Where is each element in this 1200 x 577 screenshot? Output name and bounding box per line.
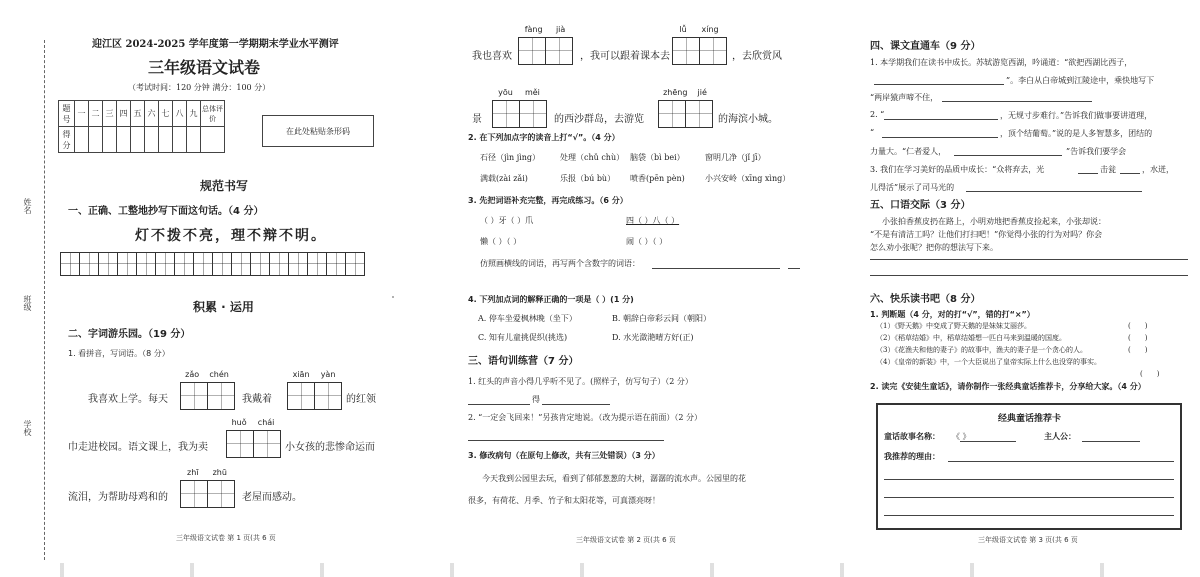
score-cell[interactable] — [89, 127, 103, 153]
q4-1: 1. 本学期我们在读书中成长。苏轼游览西湖，吟诵道：“欲把西湖比西子， — [870, 58, 1133, 67]
q2-3-blank[interactable]: 四（ ）八（ ） — [626, 216, 680, 225]
exam-info: （考试时间：120 分钟 满分：100 分） — [128, 83, 271, 92]
score-header-cell: 五 — [131, 101, 145, 127]
answer-line[interactable] — [870, 275, 1188, 276]
score-cell[interactable] — [187, 127, 201, 153]
q6-1-answer[interactable]: ( ) — [1140, 370, 1160, 378]
score-table — [58, 100, 225, 153]
q5-text: 小张拍香蕉皮扔在路上，小明劝地把香蕉皮捡起来，小张却说： — [882, 217, 1106, 226]
pinyin-box-zhizhu[interactable]: zhī zhū — [180, 468, 234, 508]
q2-1-heading: 1. 看拼音，写词语。（8 分） — [68, 349, 170, 358]
q3-1-blank-char: 得 — [532, 395, 540, 404]
score-header-cell: 六 — [145, 101, 159, 127]
q2-1-text1b: 我戴着 — [242, 394, 272, 405]
q2-1-text4c: ，去欣赏风 — [732, 51, 782, 62]
q4-3d: 儿得活”展示了司马光的 — [870, 183, 955, 192]
score-header-cell: 二 — [89, 101, 103, 127]
answer-line[interactable] — [884, 479, 1174, 480]
answer-line[interactable] — [882, 137, 998, 138]
answer-line[interactable] — [954, 155, 1062, 156]
exam-title: 三年级语文试卷 — [148, 58, 261, 77]
answer-line[interactable] — [468, 440, 664, 441]
pinyin-box-zhengjie[interactable]: zhēng jié — [658, 88, 712, 128]
q2-2-heading: 2. 在下列加点字的读音上打“√”。（4 分） — [468, 133, 620, 142]
q2-1-text4a: 我也喜欢 — [472, 51, 512, 62]
q2-1-text5c: 的海滨小城。 — [718, 114, 778, 125]
q4-2c: “ — [870, 128, 875, 137]
q3-3-passage[interactable]: 很多，有荷花、月季、竹子和太阳花等，可真漂亮呀！ — [468, 496, 660, 505]
answer-line[interactable] — [1120, 173, 1140, 174]
pinyin-box-huochai[interactable]: huǒ chái — [226, 418, 280, 458]
score-cell[interactable] — [173, 127, 187, 153]
scan-noise — [0, 563, 1200, 577]
q2-2-item[interactable]: 喷香(pēn pèn) — [630, 174, 685, 183]
q3-2: 2. “一定会飞回来！”另孩肯定地说。（改为提示语在前面）（2 分） — [468, 413, 702, 422]
binding-line — [44, 40, 45, 560]
q2-1-text5a: 景 — [472, 114, 482, 125]
q3-heading: 三、语句训练营（7 分） — [468, 356, 579, 367]
q4-2f: ”告诉我们要学会 — [1066, 147, 1127, 156]
answer-line[interactable] — [1078, 173, 1098, 174]
exam-page-1 — [0, 0, 400, 577]
q2-3-heading: 3. 先把词语补充完整，再完成练习。（6 分） — [468, 196, 628, 205]
q1-heading: 一、正确、工整地抄写下面这句话。（4 分） — [68, 206, 264, 217]
answer-line[interactable] — [652, 268, 780, 269]
q6-1-answer[interactable]: ( ) — [1128, 334, 1148, 342]
answer-line[interactable] — [870, 259, 1188, 260]
section-title-usage: 积累 · 运用 — [193, 300, 254, 314]
q4-3c: ，水迸， — [1142, 165, 1174, 174]
q6-2-heading: 2. 读完《安徒生童话》，请你制作一张经典童话推荐卡，分享给大家。（4 分） — [870, 382, 1146, 391]
q2-1-text4b: ，我可以跟着课本去 — [580, 51, 670, 62]
q4-2b: ，无规寸步难行。”告诉我们做事要讲道理， — [1000, 111, 1153, 120]
card-name-label: 童话故事名称： — [884, 432, 940, 441]
q3-3-passage[interactable]: 今天我到公园里去玩，看到了郁郁葱葱的大树，潺潺的流水声。公园里的花 — [482, 474, 746, 483]
score-header-cell: 八 — [173, 101, 187, 127]
card-name-field[interactable]: 《 》 — [952, 432, 971, 441]
q1-sentence: 灯不拨不亮，理不辩不明。 — [135, 228, 327, 244]
answer-line[interactable] — [884, 497, 1174, 498]
q2-4-option-b[interactable]: B. 朝辞白帝彩云间（朝阳） — [612, 314, 711, 323]
score-cell[interactable] — [201, 127, 225, 153]
q4-2: 2. “ — [870, 110, 885, 119]
q2-3-blank[interactable]: 闹（ ）（ ） — [626, 237, 668, 246]
q2-2-item[interactable]: 满载(zài zǎi) — [480, 174, 528, 183]
score-cell[interactable] — [117, 127, 131, 153]
q2-1-text1a: 我喜欢上学。每天 — [88, 394, 168, 405]
q6-1-heading: 1. 判断题（4 分，对的打“√”，错的打“×”） — [870, 310, 1035, 319]
answer-line[interactable] — [788, 268, 800, 269]
page-footer: 三年级语文试卷 第 1 页(共 6 页 — [176, 534, 276, 542]
q2-2-item[interactable]: 小兴安岭（xīng xìng） — [705, 174, 791, 183]
pinyin-box-fangjia[interactable]: fàng jià — [518, 25, 572, 65]
answer-line[interactable] — [468, 404, 530, 405]
q2-2-item[interactable]: 石径（jìn jìng） — [480, 153, 541, 162]
q6-1-item: （2）《稻草结婚》中，稻草结婚想一匹白马来到温暖的国度。 — [876, 334, 1066, 342]
side-label-school: 学校 — [23, 420, 32, 436]
answer-line[interactable] — [942, 101, 1092, 102]
q2-2-item[interactable]: 窗明几净（jǐ jī） — [705, 153, 766, 162]
q2-1-text2b: 小女孩的悲惨命运而 — [285, 442, 375, 453]
q4-1c: “两岸猿声啼不住， — [870, 93, 939, 102]
pinyin-box-youmei[interactable]: yōu měi — [492, 88, 546, 128]
card-reason-label: 我推荐的理由： — [884, 452, 940, 461]
q2-2-item[interactable]: 脑袋（bì bei） — [630, 153, 685, 162]
q5-text: 怎么劝小张呢？把你的想法写下来。 — [870, 243, 998, 252]
q4-2d: ，顶个结葡萄。”说的是人多智慧多，团结的 — [1000, 129, 1153, 138]
pinyin-box-zaochen[interactable]: zǎo chén — [180, 370, 234, 410]
q2-1-text1c: 的红领 — [346, 394, 376, 405]
score-cell[interactable] — [75, 127, 89, 153]
q2-1-text2a: 巾走进校园。语文课上，我为卖 — [68, 442, 208, 453]
q2-4-heading: 4. 下列加点词的解释正确的一项是（ ）(1 分) — [468, 295, 634, 304]
q4-heading: 四、课文直通车（9 分） — [870, 41, 981, 52]
q3-1: 1. 红头的声音小得几乎听不见了。(照样子，仿写句子）（2 分） — [468, 377, 693, 386]
q6-1-answer[interactable]: ( ) — [1128, 322, 1148, 330]
score-cell[interactable] — [103, 127, 117, 153]
answer-line[interactable] — [948, 461, 1174, 462]
answer-line[interactable] — [966, 191, 1142, 192]
side-label-name: 姓名 — [23, 198, 32, 214]
q2-3-blank[interactable]: 懒（ ）（ ） — [480, 237, 522, 246]
exam-page-2 — [420, 0, 840, 577]
q2-4-option-a[interactable]: A. 停车坐爱枫林晚（坐下） — [478, 314, 577, 323]
q5-heading: 五、口语交际（3 分） — [870, 200, 971, 211]
q6-1-item: （3）《花渔夫和他的妻子》的故事中，渔夫的妻子是一个贪心的人。 — [876, 346, 1087, 354]
score-row-label: 得分 — [59, 127, 75, 153]
q2-1-text3a: 流泪，为帮助母鸡和的 — [68, 492, 168, 503]
page-footer: 三年级语文试卷 第 2 页(共 6 页 — [576, 536, 676, 544]
page-footer: 三年级语文试卷 第 3 页(共 6 页 — [978, 536, 1078, 544]
q2-heading: 二、字词游乐园。（19 分） — [68, 329, 191, 340]
q2-1-text5b: 的西沙群岛，去游览 — [554, 114, 644, 125]
q4-3b: 击瓮 — [1100, 165, 1116, 174]
q4-2e: 力量大。“仁者爱人， — [870, 147, 947, 156]
score-header-cell: 七 — [159, 101, 173, 127]
score-header-cell: 总体评价 — [201, 101, 225, 127]
q2-2-item[interactable]: 乐报（bú bù） — [560, 174, 616, 183]
answer-line[interactable] — [874, 84, 1004, 85]
card-title: 经典童话推荐卡 — [998, 414, 1062, 424]
q5-text: “不是有清洁工吗？让他们打扫吧！”你觉得小张的行为对吗？你会 — [870, 230, 1103, 239]
q2-4-option-d[interactable]: D. 水光潋滟晴方好(正) — [612, 333, 694, 342]
q2-1-text3b: 老屋而感动。 — [242, 492, 302, 503]
score-header-cell: 题号 — [59, 101, 75, 127]
q6-1-item: （4）《皇帝的新装》中，一个大臣说出了皇帝实际上什么也没穿的事实。 — [876, 358, 1101, 366]
q2-2-item[interactable]: 处理（chǔ chù） — [560, 153, 625, 162]
barcode-area: 在此处粘贴条形码 — [262, 115, 374, 147]
q2-4-option-c[interactable]: C. 知有儿童挑促织(挑选) — [478, 333, 568, 342]
q2-3-blank[interactable]: （ ）牙（ ）爪 — [480, 216, 534, 225]
score-header-cell: 四 — [117, 101, 131, 127]
q2-3-follow: 仿照画横线的词语，再写两个含数字的词语： — [480, 259, 640, 268]
q4-3: 3. 我们在学习美好的品质中成长：“众将弃去，光 — [870, 165, 1045, 174]
score-cell[interactable] — [131, 127, 145, 153]
exam-header: 迎江区 2024-2025 学年度第一学期期末学业水平测评 — [92, 39, 339, 50]
answer-line[interactable] — [542, 404, 610, 405]
pinyin-box-lvxing[interactable]: lǚ xíng — [672, 25, 726, 65]
score-cell[interactable] — [145, 127, 159, 153]
card-hero-field[interactable] — [1082, 441, 1140, 442]
answer-line[interactable] — [960, 441, 1016, 442]
q6-1-answer[interactable]: ( ) — [1128, 346, 1148, 354]
answer-line[interactable] — [884, 515, 1174, 516]
recommendation-card — [876, 403, 1182, 530]
pinyin-box-xianyan[interactable]: xiān yàn — [287, 370, 341, 410]
q6-heading: 六、快乐读书吧（8 分） — [870, 294, 981, 305]
side-label-class: 班级 — [23, 295, 32, 311]
section-title-writing: 规范书写 — [200, 179, 249, 193]
copy-grid[interactable] — [60, 252, 364, 276]
card-hero-label: 主人公： — [1044, 432, 1076, 441]
q3-3: 3. 修改病句（在原句上修改，共有三处错误）（3 分） — [468, 451, 660, 460]
answer-line[interactable] — [884, 119, 998, 120]
q4-1b: ”。李白从白帝城到江陵途中，乘快地写下 — [1006, 76, 1155, 85]
score-header-cell: 一 — [75, 101, 89, 127]
score-header-cell: 九 — [187, 101, 201, 127]
score-cell[interactable] — [159, 127, 173, 153]
q6-1-item: （1）《野天鹅》中变成了野天鹅的是妹妹艾丽莎。 — [876, 322, 1031, 330]
score-header-cell: 三 — [103, 101, 117, 127]
